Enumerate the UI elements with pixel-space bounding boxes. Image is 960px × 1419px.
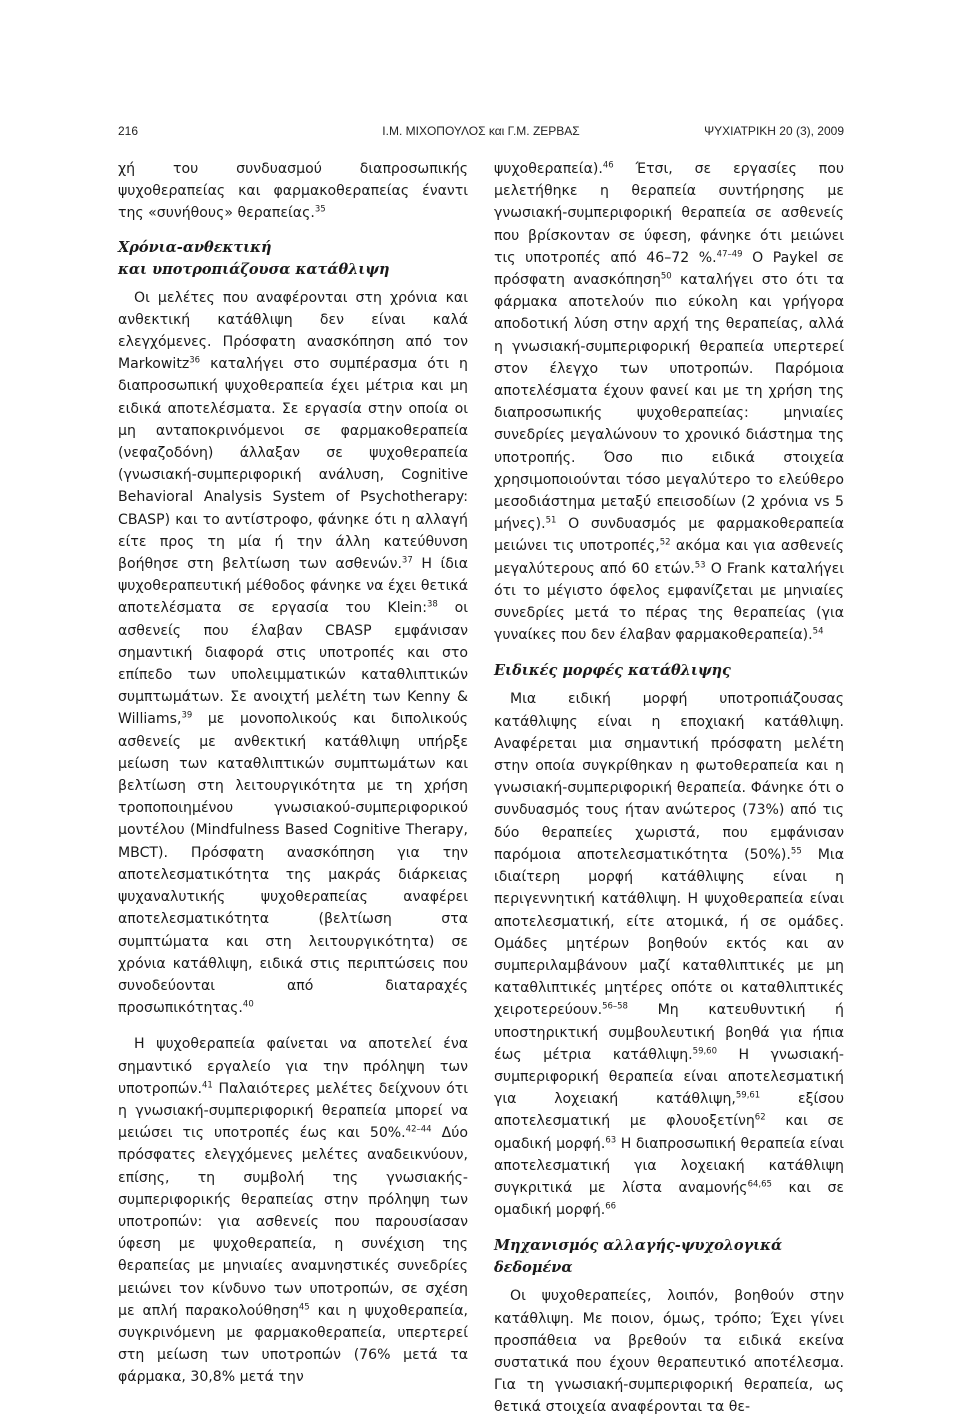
citation: 47–49 (716, 249, 743, 260)
citation: 56–58 (602, 1001, 628, 1012)
left-column (118, 158, 468, 1389)
paragraph: ψυχοθεραπεία).$^{46}$ Έτσι, σε εργασίες που μελετήθηκε η θεραπεία συντήρησης με γνωσιακή-συμπεριφορική θεραπεία σε ασθενείς που βρίσκονταν σε ύφεση, φάνηκε ότι μειώνει τις υποτροπές από 46–72 %.$^{47-49}$ O Paykel σε πρόσφατη ανασκόπηση$^{50}$ καταλήγει στο ότι τα φάρμακα αποτελούν πιο εύκολη και γρήγορα αποδοτική λύση στην αρχή της θεραπείας, αλλά η γνωσιακή-συμπεριφορική θεραπεία υπερτερεί στον έλεγχο των υποτροπών. Παρόμοια αποτελέσματα έχουν φανεί και με τη χρήση της διαπροσωπικής ψυχοθεραπείας: μηνιαίες συνεδρίες μεγαλώνουν το χρονικό διάστημα της υποτροπής. Όσο πιο ειδικά στοιχεία χρησιμοποιούνται τόσο μεγαλύτερο το ελεύθερο μεσοδιάστημα μεταξύ επεισοδίων (2 χρόνια vs 5 μήνες).$^{51}$ Ο συνδυασμός με φαρμακοθεραπεία μειώνει τις υποτροπές,$^{52}$ ακόμα και για ασθενείς μεγαλύτερους από 60 ετών.$^{53}$ O Frank καταλήγει ότι το μέγιστο όφελος εμφανίζεται με μηνιαίες συνεδρίες μετά το πέρας της θεραπείας (για γυναίκες που δεν έλαβαν φαρμακοθεραπεία).$^{54}$ (494, 160, 844, 644)
citation: 50 (660, 271, 672, 282)
citation: 64,65 (747, 1179, 772, 1190)
page-number: 216 (118, 124, 139, 138)
citation: 42–44 (405, 1124, 432, 1135)
paragraph: Μια ειδική μορφή υποτροπιάζουσας κατάθλιψης είναι η εποχιακή κατάθλιψη. Αναφέρεται μια σημαντική πρόσφατη μελέτη στην οποία συγκρίθηκαν η φωτοθεραπεία και η γνωσιακή-συμπεριφορική θεραπεία. Φάνηκε ότι ο συνδυασμός τους ήταν ανώτερος (73%) από τις δύο θεραπείες χωριστά, που εμφάνισαν παρόμοια αποτελεσματικότητα (50%).$^{55}$ Μια ιδιαίτερη μορφή κατάθλιψης είναι η περιγεννητική κατάθλιψη. Η ψυχοθεραπεία είναι αποτελεσματική, είτε ατομικά, ή σε ομάδες. Ομάδες μητέρων βοηθούν εκτός και αν συμπεριλαμβάνουν μαζί καταθλιπτικές με μη καταθλιπτικές μητέρες οπότε οι καταθλιπτικές χειροτερεύουν.$^{56-58}$ Μη κατευθυντική ή υποστηρικτική συμβουλευτική βοηθά για ήπια έως μέτρια κατάθλιψη.$^{59,60}$ Η γνωσιακή-συμπεριφορική θεραπεία είναι αποτελεσματική για λοχειακή κατάθλιψη,$^{59,61}$ εξίσου αποτελεσματική με φλουοξετίνη$^{62}$ και σε ομαδική μορφή.$^{63}$ Η διαπροσωπική θεραπεία είναι αποτελεσματική για λοχειακή κατάθλιψη συγκριτικά με λίστα αναμονής$^{64,65}$ και σε ομαδική μορφή.$^{66}$ (494, 691, 844, 1219)
citation: 37 (401, 555, 413, 566)
running-head-journal: ΨΥΧΙΑΤΡΙΚΗ 20 (3), 2009 (704, 124, 844, 138)
citation: 36 (189, 355, 201, 366)
citation: 40 (242, 999, 254, 1010)
citation: 54 (812, 626, 824, 637)
paragraph: Η ψυχοθεραπεία φαίνεται να αποτελεί ένα σημαντικό εργαλείο για την πρόληψη των υποτροπών.$^{41}$ Παλαιότερες μελέτες δείχνουν ότι η γνωσιακή-συμπεριφορική θεραπεία μπορεί να μειώσει τις υποτροπές έως και 50%.$^{42-44}$ Δύο πρόσφατες ελεγχόμενες μελέτες αναδεικνύουν, επίσης, τη συμβολή της γνωσιακής-συμπεριφορικής θεραπείας στην πρόληψη των υποτροπών: για ασθενείς που παρουσίασαν ύφεση με ψυχοθεραπεία, η συνέχιση της θεραπείας με μηνιαίες αναμνηστικές συνεδρίες μειώνει τον κίνδυνο των υποτροπών, σε σχέση με απλή παρακολούθηση$^{45}$ και η ψυχοθεραπεία, συγκρινόμενη με φαρμακοθεραπεία, υπερτερεί στη μείωση των υποτροπών (76% μετά τα φάρμακα, 30,8% μετά την (118, 1036, 469, 1386)
citation: 59,61 (735, 1090, 761, 1101)
citation: 52 (659, 537, 671, 548)
running-head-authors: Ι.Μ. ΜΙΧΟΠΟΥΛΟΣ και Γ.Μ. ΖΕΡΒΑΣ (382, 124, 580, 138)
citation: 39 (181, 710, 193, 721)
running-head (118, 124, 844, 140)
section-heading: Μηχανισμός αλλαγής-ψυχολογικά δεδομένα (494, 1237, 783, 1277)
paragraph: Οι ψυχοθεραπείες, λοιπόν, βοηθούν στην κατάθλιψη. Με ποιον, όμως, τρόπο; Έχει γίνει προσπάθεια να βρεθούν τα ειδικά εκείνα συστατικά που έχουν θεραπευτικό αποτέλεσμα. Για τη γνωσιακή-συμπεριφορική θεραπεία, ως θετικά στοιχεία αναφέρονται τα θε- (494, 1288, 844, 1416)
citation: 38 (426, 599, 438, 610)
citation: 53 (694, 559, 706, 570)
citation: 66 (605, 1201, 617, 1212)
paragraph: Οι μελέτες που αναφέρονται στη χρόνια και ανθεκτική κατάθλιψη δεν είναι καλά ελεγχόμενες. Πρόσφατη ανασκόπηση από τον Markowitz$^{36}$ καταλήγει στο συμπέρασμα ότι η διαπροσωπική ψυχοθεραπεία έχει μέτρια και μη ειδικά αποτελέσματα. Σε εργασία στην οποία οι μη ανταποκρινόμενοι σε φαρμακοθεραπεία (νεφαζοδόνη) άλλαξαν σε ψυχοθεραπεία (γνωσιακή-συμπεριφορική ανάλυση, Cognitive Behavioral Analysis System of Psychotherapy: CBASP) και το αντίστροφο, φάνηκε ότι η αλλαγή είτε προς τη μία ή την άλλη κατεύθυνση βοήθησε στη βελτίωση των ασθενών.$^{37}$ Η ίδια ψυχοθεραπευτική μέθοδος φάνηκε να έχει θετικά αποτελέσματα σε εργασία του Klein:$^{38}$ οι ασθενείς που έλαβαν CBASP εμφάνισαν σημαντική διαφορά στις υποτροπές και στο επίπεδο των υπολειμματικών καταθλιπτικών συμπτωμάτων. Σε ανοιχτή μελέτη των Kenny & Williams,$^{39}$ με μονοπολικούς και διπολικούς ασθενείς με ανθεκτική κατάθλιψη υπήρξε μείωση των καταθλιπτικών συμπτωμάτων και βελτίωση στη λειτουργικότητα με τη χρήση τροποποιημένου γνωσιακού-συμπεριφορικού μοντέλου (Mindfulness Based Cognitive Therapy, MBCT). Πρόσφατη ανασκόπηση για την αποτελεσματικότητα της μακράς διάρκειας ψυχαναλυτικής ψυχοθεραπείας αναφέρει αποτελεσματικότητα (βελτίωση στα συμπτώματα και στη λειτουργικότητα) σε χρόνια κατάθλιψη, ειδικά στις περιπτώσεις που συνοδεύονται από διαταραχές προσωπικότητας.$^{40}$ (118, 289, 468, 1017)
citation: 62 (754, 1112, 766, 1123)
citation: 63 (605, 1134, 617, 1145)
paragraph: χή του συνδυασμού διαπροσωπικής ψυχοθεραπείας και φαρμακοθεραπείας έναντι της «συνήθους» θεραπείας.$^{35}$ (118, 161, 468, 222)
citation: 51 (545, 515, 557, 526)
citation: 46 (602, 160, 614, 171)
citation: 41 (201, 1080, 213, 1091)
right-column (494, 158, 844, 1419)
citation: 59,60 (692, 1046, 717, 1057)
citation: 55 (790, 846, 802, 857)
section-heading: Χρόνια-ανθεκτική και υποτροπιάζουσα κατάθλιψη (118, 238, 390, 278)
section-heading: Ειδικές μορφές κατάθλιψης (494, 662, 731, 680)
citation: 45 (298, 1302, 310, 1313)
citation: 35 (314, 204, 326, 215)
